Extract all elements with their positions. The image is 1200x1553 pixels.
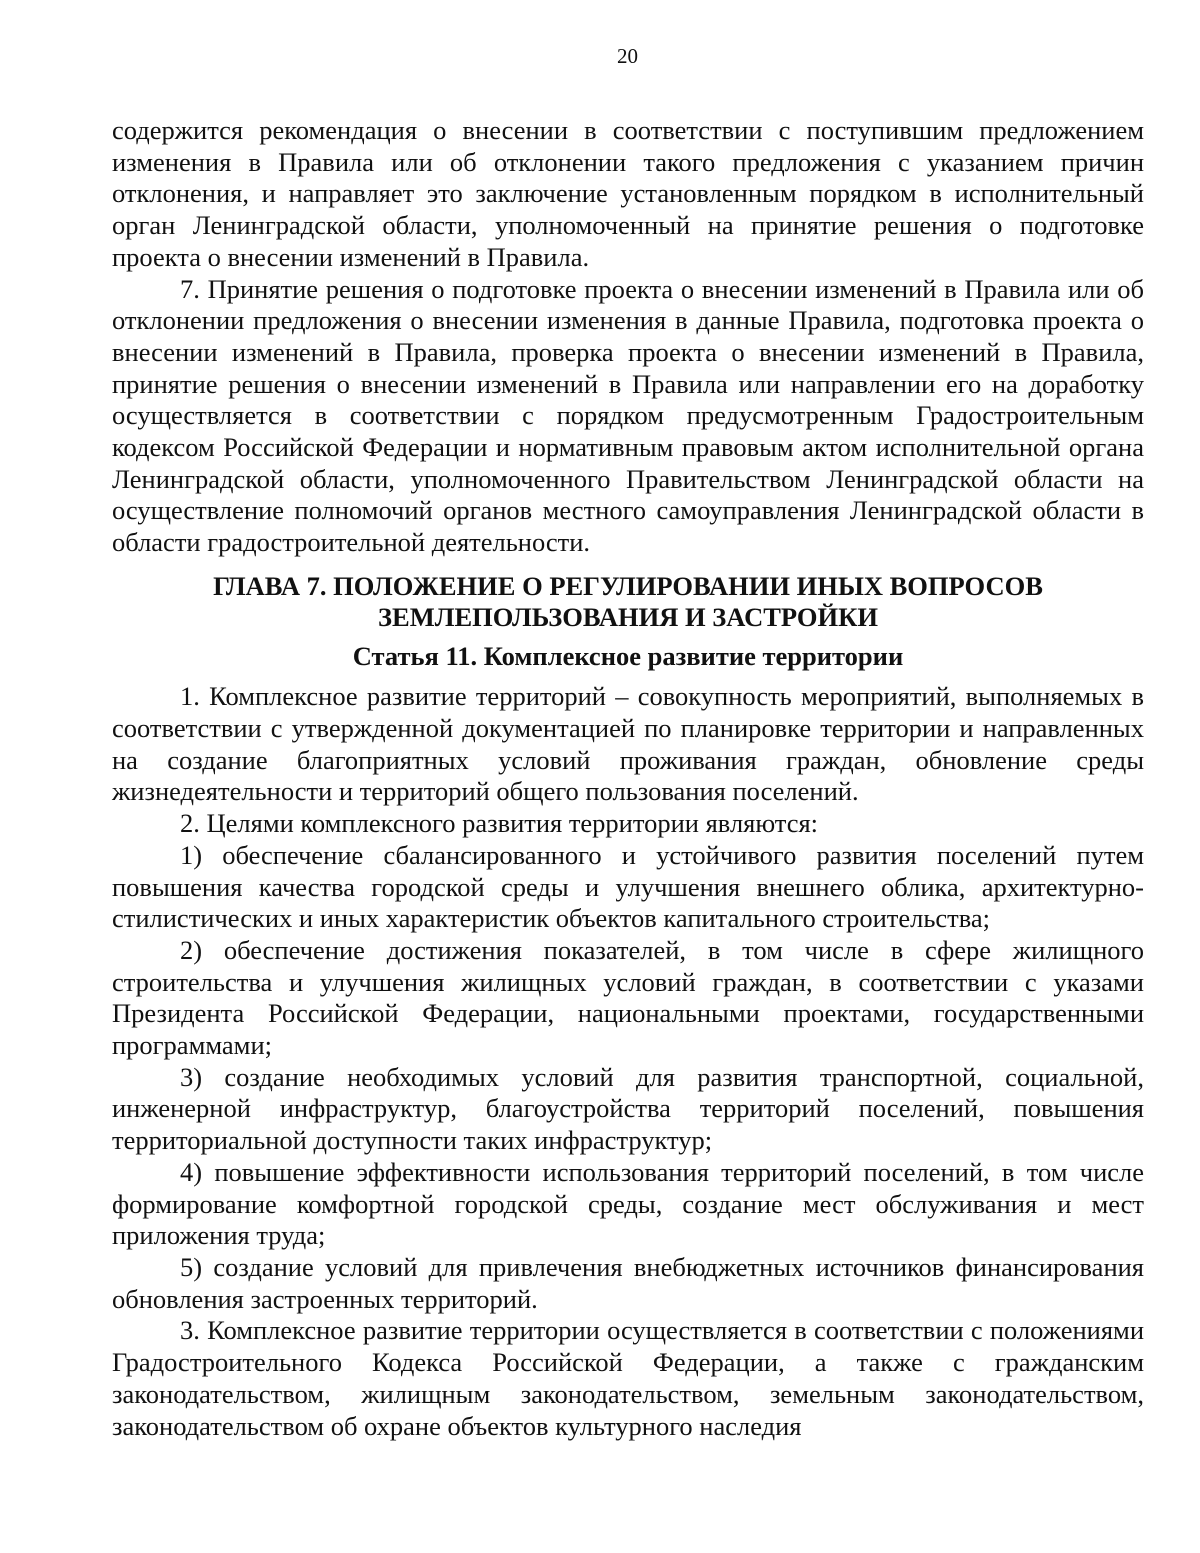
document-body xyxy=(112,115,1144,1442)
article-subitem-3: 3) создание необходимых условий для развития транспортной, социальной, инженерной инфраструктур, благоустройства территорий поселений, повышения территориальной доступности таких инфраструктур; xyxy=(112,1061,1144,1156)
article-subitem-1: 1) обеспечение сбалансированного и устойчивого развития поселений путем повышения качества городской среды и улучшения внешнего облика, архитектурно-стилистических и иных характеристик объектов капитального строительства; xyxy=(112,839,1144,934)
page-number: 20 xyxy=(617,44,638,68)
paragraph-continued: содержится рекомендация о внесении в соответствии с поступившим предложением изменения в Правила или об отклонении такого предложения с указанием причин отклонения, и направляет это заключение установленным порядком в исполнительный орган Ленинградской области, уполномоченный на принятие решения о подготовке проекта о внесении изменений в Правила. xyxy=(112,115,1144,272)
article-subitem-5: 5) создание условий для привлечения внебюджетных источников финансирования обновления застроенных территорий. xyxy=(112,1252,1144,1314)
chapter-title-line-2: ЗЕМЛЕПОЛЬЗОВАНИЯ И ЗАСТРОЙКИ xyxy=(378,602,878,633)
article-title: Статья 11. Комплексное развитие территории xyxy=(352,640,904,671)
chapter-title-line-1: ГЛАВА 7. ПОЛОЖЕНИЕ О РЕГУЛИРОВАНИИ ИНЫХ ВОПРОСОВ xyxy=(213,570,1043,601)
article-subitem-2: 2) обеспечение достижения показателей, в том числе в сфере жилищного строительства и улучшения жилищных условий граждан, в соответствии с указами Президента Российской Федерации, национальными проектами, государственными программами; xyxy=(112,934,1144,1061)
paragraph-item-7: 7. Принятие решения о подготовке проекта о внесении изменений в Правила или об отклонении предложения о внесении изменения в данные Правила, подготовка проекта о внесении изменений в Правила, проверка проекта о внесении изменений в Правила, принятие решения о внесении изменений в Правила или направлении его на доработку осуществляется в соответствии с порядком предусмотренным Градостроительным кодексом Российской Федерации и нормативным правовым актом исполнительной органа Ленинградской области, уполномоченного Правительством Ленинградской области на осуществление полномочий органов местного самоуправления Ленинградской области в области градостроительной деятельности. xyxy=(112,273,1144,558)
article-paragraph-3: 3. Комплексное развитие территории осуществляется в соответствии с положениями Градостроительного Кодекса Российской Федерации, а также с гражданским законодательством, жилищным законодательством, земельным законодательством, законодательством об охране объектов культурного наследия xyxy=(112,1315,1144,1441)
article-subitem-4: 4) повышение эффективности использования территорий поселений, в том числе формирование комфортной городской среды, создание мест обслуживания и мест приложения труда; xyxy=(112,1156,1144,1251)
article-paragraph-1: 1. Комплексное развитие территорий – совокупность мероприятий, выполняемых в соответствии с утвержденной документацией по планировке территории и направленных на создание благоприятных условий проживания граждан, обновление среды жизнедеятельности и территорий общего пользования поселений. xyxy=(112,681,1144,807)
chapter-title xyxy=(112,571,1144,634)
article-paragraph-2: 2. Целями комплексного развития территории являются: xyxy=(180,808,819,839)
